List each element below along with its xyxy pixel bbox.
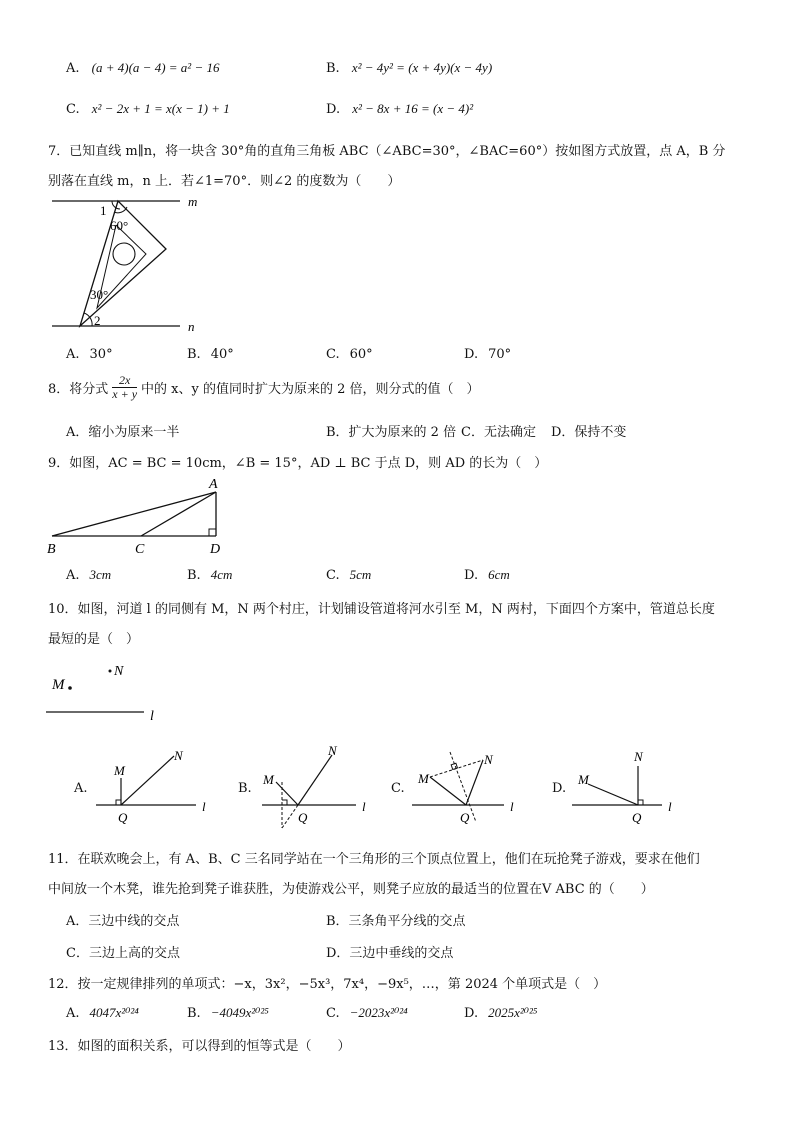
label-angle-60: 60° (110, 218, 129, 233)
option-text: x² − 4y² = (x + 4y)(x − 4y) (351, 60, 493, 75)
label-M: M (578, 772, 589, 787)
q9-stem: 9．如图，AC = BC = 10cm，∠B = 15°，AD ⊥ BC 于点 D，则 AD 的长为（ ） (48, 456, 548, 471)
q8-post: 中的 x、y 的值同时扩大为原来的 2 倍，则分式的值（ ） (141, 381, 480, 397)
label-D: D (210, 542, 221, 557)
q8-stem (48, 374, 480, 400)
segment-ac (141, 492, 216, 536)
q9-figure (44, 474, 234, 558)
q6-option-a (66, 60, 219, 76)
label-M: M (418, 771, 429, 786)
label-l: l (362, 799, 366, 814)
q7-stem-line2: 别落在直线 m，n 上．若∠1=70°．则∠2 的度数为（ ） (48, 174, 401, 189)
q10-stem-line1: 10．如图，河道 l 的同侧有 M，N 两个村庄，计划铺设管道将河水引至 M，N 两村，下面四个方案中，管道总长度 (48, 602, 715, 617)
q10-main-figure (44, 656, 174, 728)
fraction (112, 374, 137, 400)
q11-stem-line1: 11．在联欢晚会上，有 A、B、C 三名同学站在一个三角形的三个顶点位置上，他们在玩抢凳子游戏，要求在他们 (48, 852, 700, 867)
pipe-mq (588, 784, 638, 805)
q10-option-d-label: D. (552, 781, 567, 796)
label-C: C (135, 542, 145, 557)
q7-figure (48, 192, 218, 338)
right-angle-mark (209, 529, 216, 536)
label-N: N (174, 748, 183, 763)
q11-option-a: A．三边中线的交点 (66, 914, 180, 929)
q10-option-c-figure (408, 742, 538, 830)
fraction-numerator: 2x (112, 374, 137, 388)
q11-option-d: D．三边中垂线的交点 (326, 946, 454, 961)
q7-option-d: D. 70° (464, 347, 512, 362)
q9-option-c: C. 5cm (326, 567, 372, 583)
option-label: B. (326, 61, 340, 76)
label-N: N (484, 752, 493, 767)
q6-option-c (66, 101, 230, 117)
q7-option-b: B. 40° (187, 347, 234, 362)
q9-option-a: A. 3cm (66, 567, 112, 583)
label-N: N (114, 664, 124, 679)
label-Q: Q (460, 810, 470, 825)
q8-pre: 8．将分式 (48, 381, 109, 397)
option-label: D. (326, 102, 341, 117)
q6-option-b (326, 60, 492, 76)
right-angle (282, 800, 287, 805)
q7-stem-line1: 7．已知直线 m∥n，将一块含 30°角的直角三角板 ABC（∠ABC=30°，∠BAC=60°）按如图方式放置，点 A，B 分 (48, 144, 726, 159)
q6-option-d (326, 101, 473, 117)
segment-ab (52, 492, 216, 536)
q12-option-a: A. 4047x²⁰²⁴ (66, 1005, 139, 1021)
q7-option-c: C. 60° (326, 347, 373, 362)
q12-option-d: D. 2025x²⁰²⁵ (464, 1005, 538, 1021)
q10-option-a-figure (92, 742, 222, 830)
q13-stem: 13．如图的面积关系，可以得到的恒等式是（ ） (48, 1039, 351, 1054)
q12-stem: 12．按一定规律排列的单项式：−x，3x²，−5x³，7x⁴，−9x⁵，…，第 2024 个单项式是（ ） (48, 977, 607, 992)
q10-option-d-figure (568, 742, 698, 830)
label-N: N (634, 749, 643, 764)
q8-option-c: C．无法确定 (461, 425, 536, 440)
q10-option-b-label: B. (238, 781, 252, 796)
q10-stem-line2: 最短的是（ ） (48, 632, 140, 647)
point-N (109, 670, 112, 673)
q7-option-a: A. 30° (66, 347, 113, 362)
option-text: (a + 4)(a − 4) = a² − 16 (91, 60, 220, 75)
label-l: l (202, 799, 206, 814)
q9-option-b: B. 4cm (187, 567, 233, 583)
q9-option-d: D. 6cm (464, 567, 510, 583)
right-angle (451, 763, 457, 769)
q8-option-d: D．保持不变 (551, 425, 627, 440)
option-text: x² − 2x + 1 = x(x − 1) + 1 (91, 101, 230, 116)
label-l: l (668, 799, 672, 814)
q12-option-c: C. −2023x²⁰²⁴ (326, 1005, 408, 1021)
label-l: l (150, 709, 154, 724)
label-M: M (263, 772, 274, 787)
fraction-denominator: x + y (112, 386, 138, 401)
label-angle-30: 30° (90, 287, 109, 302)
q11-option-c: C．三边上高的交点 (66, 946, 180, 961)
point-M (68, 686, 72, 690)
option-text: x² − 8x + 16 = (x − 4)² (352, 101, 474, 116)
label-n: n (188, 319, 195, 334)
option-label: C. (66, 102, 80, 117)
label-M: M (114, 763, 125, 778)
ruler-hole (113, 243, 135, 265)
label-M: M (52, 677, 65, 693)
label-angle-1: 1 (100, 203, 107, 218)
q11-stem-line2: 中间放一个木凳，谁先抢到凳子谁获胜，为使游戏公平，则凳子应放的最适当的位置在V ABC 的（ ） (48, 882, 654, 897)
q10-option-a-label: A. (74, 781, 88, 796)
pipe-qn (466, 760, 483, 805)
right-angle (638, 800, 643, 805)
label-Q: Q (632, 810, 642, 825)
label-N: N (328, 743, 337, 758)
q10-option-b-figure (256, 742, 386, 830)
label-B: B (47, 542, 56, 557)
pipe-qn (121, 756, 174, 805)
q12-option-b: B. −4049x²⁰²⁵ (187, 1005, 269, 1021)
q10-option-c-label: C. (391, 781, 405, 796)
label-m: m (188, 194, 198, 209)
q8-option-a: A．缩小为原来一半 (66, 425, 180, 440)
q8-option-b: B．扩大为原来的 2 倍 (326, 425, 457, 440)
option-label: A. (66, 61, 80, 76)
right-angle (116, 800, 121, 805)
label-A: A (209, 477, 218, 492)
q11-option-b: B．三条角平分线的交点 (326, 914, 466, 929)
pipe-qn (298, 755, 332, 805)
label-Q: Q (298, 810, 308, 825)
label-angle-2: 2 (94, 313, 101, 328)
label-Q: Q (118, 810, 128, 825)
reflect-dashed (282, 805, 298, 828)
label-l: l (510, 799, 514, 814)
